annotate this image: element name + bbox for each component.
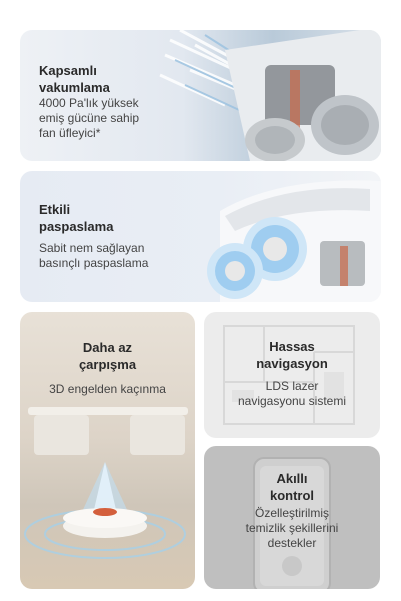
- feature-card-mopping: [20, 171, 381, 302]
- floor-map-illustration: [204, 312, 380, 438]
- card-subtitle: 3D engelden kaçınma: [49, 382, 166, 396]
- card-subtitle: LDS lazer navigasyonu sistemi: [237, 379, 347, 408]
- feature-card-smart-control: [204, 446, 380, 589]
- feature-card-vacuuming: [20, 30, 381, 161]
- card-title: Etkili paspaslama: [39, 202, 114, 234]
- card-title: Hassas navigasyon: [256, 339, 328, 371]
- feature-card-obstacle-avoidance: [20, 312, 195, 589]
- feature-card-navigation: [204, 312, 380, 438]
- card-title: Akıllı kontrol: [269, 471, 315, 503]
- card-title: Kapsamlı vakumlama: [39, 63, 110, 95]
- card-subtitle: 4000 Pa'lık yüksek emiş gücüne sahip fan üfleyici*: [39, 96, 140, 140]
- card-subtitle: Özelleştirilmiş temizlik şekillerini destekler: [245, 506, 339, 550]
- card-title: Daha az çarpışma: [78, 340, 137, 372]
- card-subtitle: Sabit nem sağlayan basınçlı paspaslama: [39, 241, 149, 270]
- mop-illustration: [20, 171, 381, 302]
